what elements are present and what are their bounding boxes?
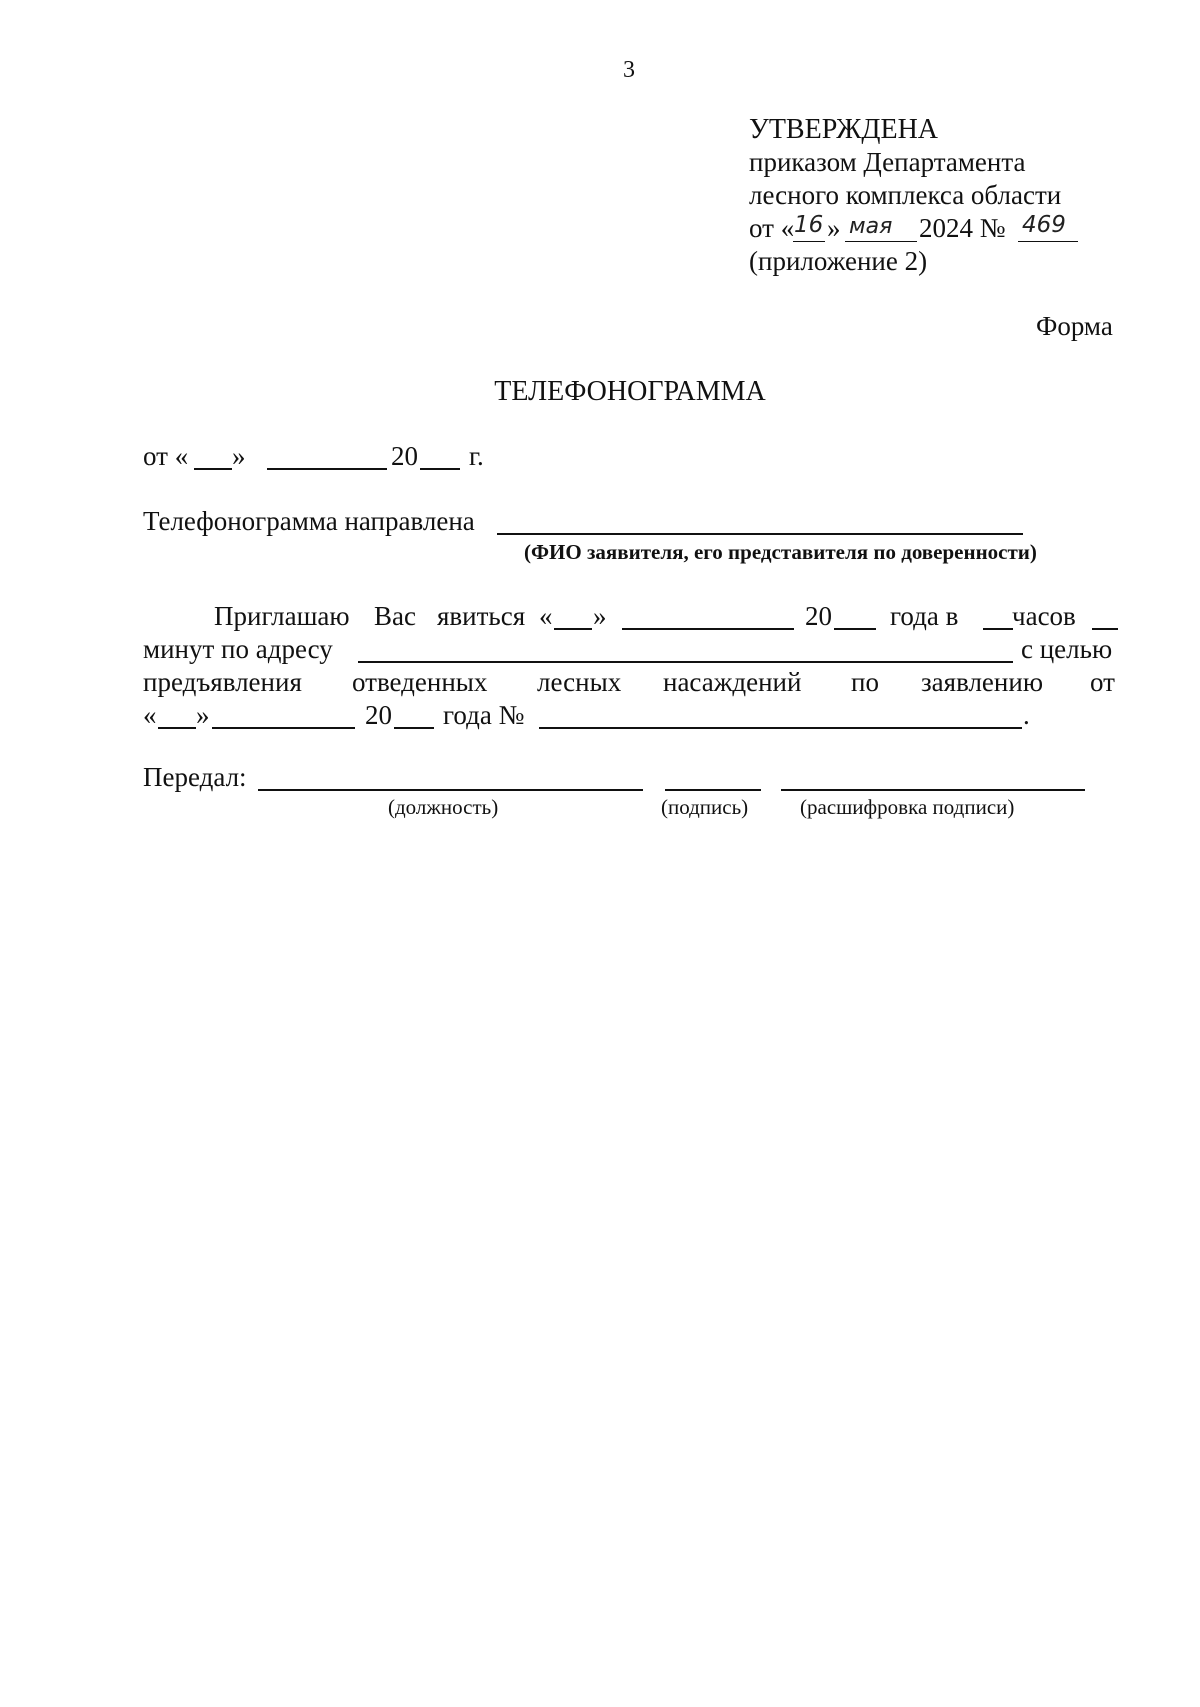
invite-row4-year-blank: [394, 727, 434, 729]
invite-month-blank: [622, 628, 794, 630]
document-title: ТЕЛЕФОНОГРАММА: [494, 376, 766, 407]
invite-row3-word-5: по: [851, 667, 879, 697]
approval-order-number-handwritten: 469: [1022, 212, 1066, 238]
approval-date-close-quote: »: [827, 213, 841, 243]
invite-row4-year: 20: [365, 700, 392, 730]
sent-to-caption: (ФИО заявителя, его представителя по доверенности): [524, 540, 1037, 564]
sent-to-label: Телефонограмма направлена: [143, 506, 475, 536]
approval-order-number-underline: [1018, 241, 1078, 242]
approval-title: УТВЕРЖДЕНА: [749, 114, 939, 145]
approval-department-line: лесного комплекса области: [749, 180, 1062, 210]
invite-row3-word-7: от: [1090, 667, 1115, 697]
date-line-suffix: г.: [469, 441, 484, 471]
approval-appendix: (приложение 2): [749, 246, 928, 276]
invite-row3-word-2: отведенных: [352, 667, 488, 697]
invite-row3-word-4: насаждений: [663, 667, 802, 697]
invite-chasov: часов: [1012, 601, 1076, 631]
signature-position-caption: (должность): [388, 795, 499, 819]
signature-decoding-blank: [781, 789, 1085, 791]
signature-decoding-caption: (расшифровка подписи): [800, 795, 1015, 819]
invite-minutes-blank: [1092, 628, 1118, 630]
form-label: Форма: [1036, 311, 1113, 341]
signature-signature-blank: [665, 789, 761, 791]
approval-date-month-handwritten: мая: [849, 214, 893, 239]
invite-row4-goda-no: года №: [443, 700, 525, 730]
approval-order-line: приказом Департамента: [749, 147, 1026, 177]
approval-date-day-underline: [793, 241, 825, 242]
invite-open-quote: «: [539, 601, 553, 631]
invite-year: 20: [805, 601, 832, 631]
sent-to-blank: [497, 533, 1023, 535]
invite-row4-open-quote: «: [143, 700, 157, 730]
approval-date-year-number: 2024 №: [919, 213, 1006, 243]
invite-hours-blank: [983, 628, 1013, 630]
invite-address-blank: [358, 661, 1013, 663]
page-number: 3: [623, 57, 635, 83]
signature-signature-caption: (подпись): [661, 795, 749, 819]
invite-row3-word-6: заявлению: [921, 667, 1043, 697]
invite-row4-close-quote: »: [196, 700, 210, 730]
invite-row4-day-blank: [158, 727, 196, 729]
invite-minut-po-adresu: минут по адресу: [143, 634, 333, 664]
invite-row4-month-blank: [212, 727, 355, 729]
invite-year-blank: [834, 628, 876, 630]
invite-close-quote: »: [593, 601, 607, 631]
approval-date-month-underline: [845, 241, 917, 242]
invite-day-blank: [554, 628, 592, 630]
invite-row3-word-1: предъявления: [143, 667, 302, 697]
invite-word-3: явиться: [437, 601, 526, 631]
invite-word-2: Вас: [374, 601, 416, 631]
invite-row3-word-3: лесных: [537, 667, 622, 697]
date-line-close-quote: »: [232, 441, 246, 471]
invite-word-1: Приглашаю: [214, 601, 350, 631]
date-month-blank: [267, 468, 387, 470]
signature-label: Передал:: [143, 762, 247, 792]
date-year-blank: [420, 468, 460, 470]
date-line-year: 20: [391, 441, 418, 471]
approval-date-day-handwritten: 16: [794, 212, 824, 238]
invite-row4-end: .: [1023, 700, 1030, 730]
invite-application-number-blank: [539, 727, 1022, 729]
date-line-prefix: от «: [143, 441, 189, 471]
invite-goda-v: года в: [890, 601, 959, 631]
approval-date-prefix: от «: [749, 213, 795, 243]
signature-position-blank: [258, 789, 643, 791]
invite-s-celyu: с целью: [1021, 634, 1113, 664]
date-day-blank: [194, 468, 232, 470]
